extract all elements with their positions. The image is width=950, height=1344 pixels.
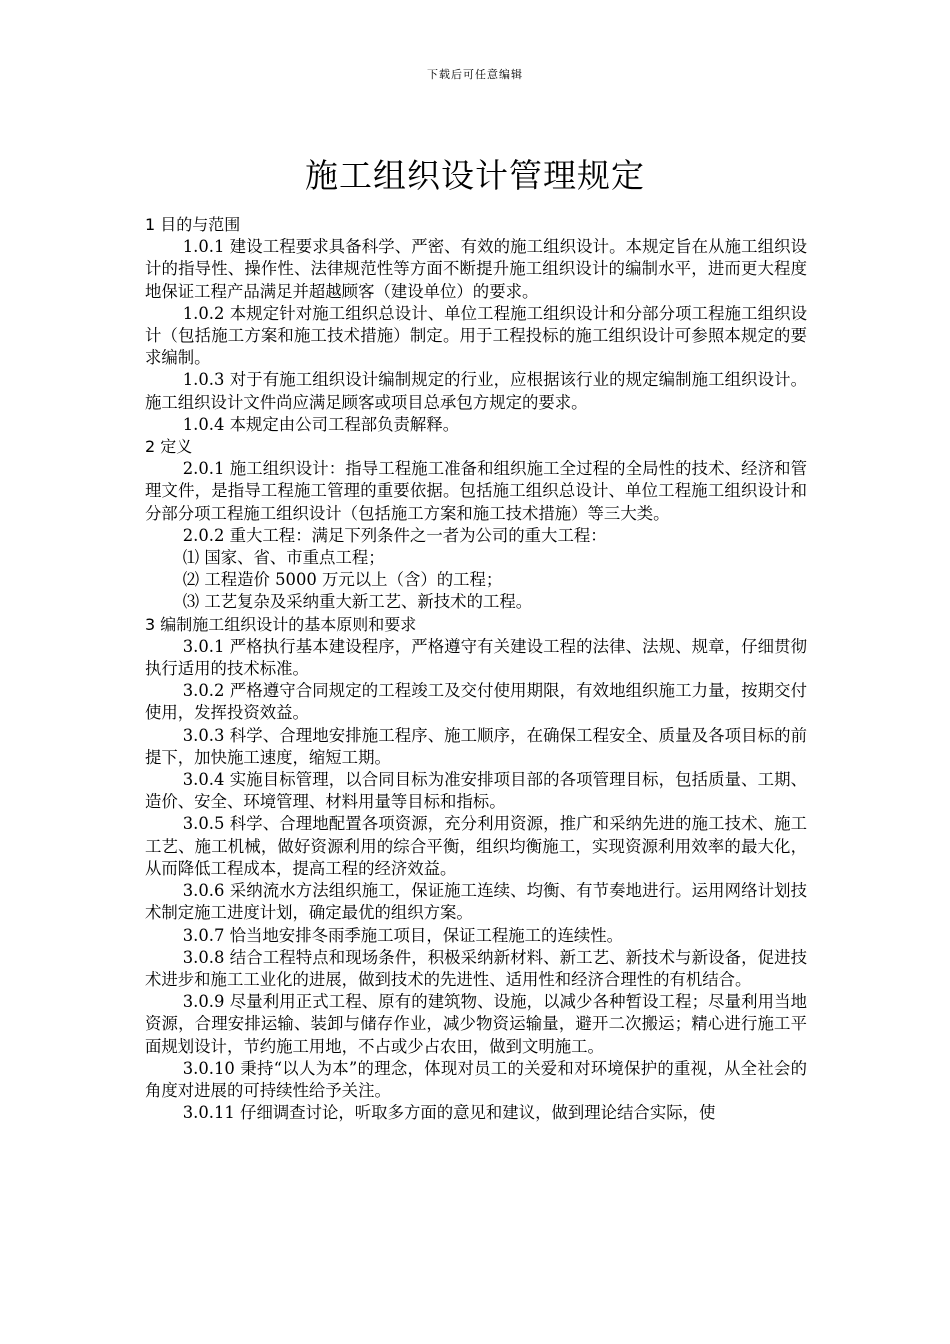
body-paragraph: 2.0.1 施工组织设计：指导工程施工准备和组织施工全过程的全局性的技术、经济和管理文件，是指导工程施工管理的重要依据。包括施工组织总设计、单位工程施工组织设计和分部分项工程施工组织设计（包括施工方案和施工技术措施）等三大类。 [145, 459, 807, 523]
body-paragraph: 2.0.2 重大工程：满足下列条件之一者为公司的重大工程： [182, 525, 607, 545]
body-paragraph: ⑶ 工艺复杂及采纳重大新工艺、新技术的工程。 [182, 592, 533, 612]
body-paragraph: 1.0.4 本规定由公司工程部负责解释。 [182, 414, 460, 434]
document-body [145, 214, 807, 1124]
body-paragraph: ⑵ 工程造价 5000 万元以上（含）的工程； [182, 570, 503, 590]
body-paragraph: 3.0.2 严格遵守合同规定的工程竣工及交付使用期限，有效地组织施工力量，按期交付使用，发挥投资效益。 [145, 681, 807, 723]
body-paragraph: 1.0.1 建设工程要求具备科学、严密、有效的施工组织设计。本规定旨在从施工组织设计的指导性、操作性、法律规范性等方面不断提升施工组织设计的编制水平，进而更大程度地保证工程产品满足并超越顾客（建设单位）的要求。 [145, 237, 807, 301]
body-paragraph: 3.0.3 科学、合理地安排施工程序、施工顺序，在确保工程安全、质量及各项目标的前提下，加快施工速度，缩短工期。 [145, 725, 807, 767]
body-paragraph: 1.0.2 本规定针对施工组织总设计、单位工程施工组织设计和分部分项工程施工组织设计（包括施工方案和施工技术措施）制定。用于工程投标的施工组织设计可参照本规定的要求编制。 [145, 303, 807, 368]
section-heading: 3 编制施工组织设计的基本原则和要求 [145, 614, 417, 634]
section-heading: 2 定义 [145, 437, 193, 457]
body-paragraph: 3.0.6 采纳流水方法组织施工，保证施工连续、均衡、有节奏地进行。运用网络计划技术制定施工进度计划，确定最优的组织方案。 [145, 881, 807, 923]
section-heading: 1 目的与范围 [145, 215, 241, 234]
body-paragraph: 3.0.5 科学、合理地配置各项资源，充分利用资源，推广和采纳先进的施工技术、施工工艺、施工机械，做好资源利用的综合平衡，组织均衡施工，实现资源利用效率的最大化，从而降低工程成本，提高工程的经济效益。 [145, 814, 807, 878]
body-paragraph: 3.0.1 严格执行基本建设程序，严格遵守有关建设工程的法律、法规、规章，仔细贯彻执行适用的技术标准。 [145, 636, 807, 679]
body-paragraph: 3.0.7 恰当地安排冬雨季施工项目，保证工程施工的连续性。 [182, 925, 624, 945]
body-paragraph: 1.0.3 对于有施工组织设计编制规定的行业，应根据该行业的规定编制施工组织设计。施工组织设计文件尚应满足顾客或项目总承包方规定的要求。 [145, 370, 807, 412]
body-paragraph: 3.0.8 结合工程特点和现场条件，积极采纳新材料、新工艺、新技术与新设备，促进技术进步和施工工业化的进展，做到技术的先进性、适用性和经济合理性的有机结合。 [145, 947, 807, 989]
page-header: 下载后可任意编辑 [427, 68, 523, 81]
body-paragraph: ⑴ 国家、省、市重点工程； [182, 548, 385, 568]
body-paragraph: 3.0.10 秉持“以人为本”的理念，体现对员工的关爱和对环境保护的重视，从全社会的角度对进展的可持续性给予关注。 [145, 1058, 807, 1100]
body-paragraph: 3.0.9 尽量利用正式工程、原有的建筑物、设施，以减少各种暂设工程；尽量利用当地资源，合理安排运输、装卸与储存作业，减少物资运输量，避开二次搬运；精心进行施工平面规划设计，节约施工用地，不占或少占农田，做到文明施工。 [145, 992, 807, 1056]
document-title: 施工组织设计管理规定 [305, 156, 645, 195]
body-paragraph: 3.0.11 仔细调查讨论，听取多方面的意见和建议，做到理论结合实际，使 [182, 1103, 716, 1123]
body-paragraph: 3.0.4 实施目标管理，以合同目标为准安排项目部的各项管理目标，包括质量、工期、造价、安全、环境管理、材料用量等目标和指标。 [145, 770, 807, 812]
